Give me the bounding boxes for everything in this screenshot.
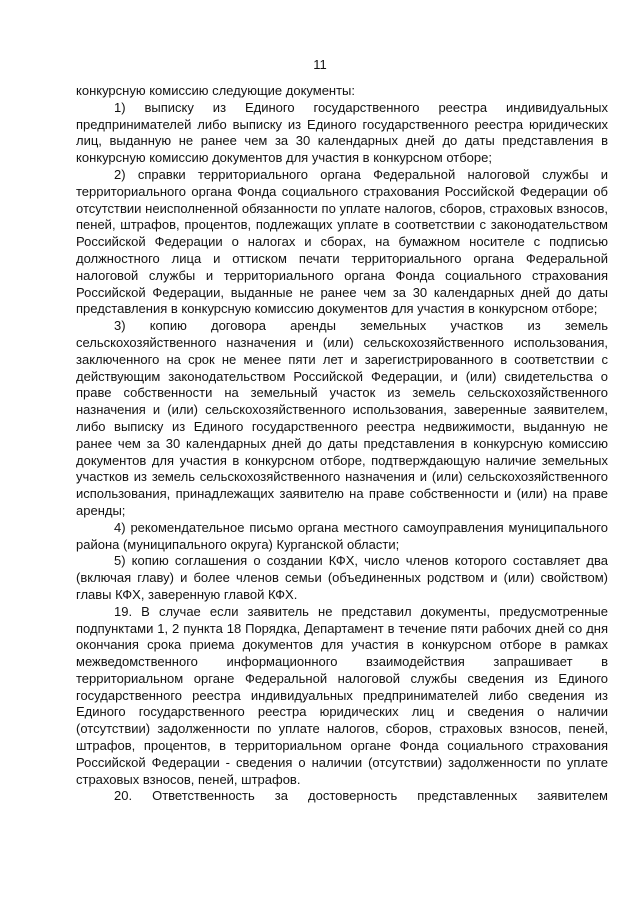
clause-19: 19. В случае если заявитель не представил документы, предусмотренные подпунктами 1, 2 пункта 18 Порядка, Департамент в течение пяти рабочих дней со дня окончания срока приема документов для участия в конкурсном отборе в рамках межведомственного информационного взаимодействия запрашивает в территориальном органе Федеральной налоговой службы сведения из Единого государственного реестра индивидуальных предпринимателей либо сведения из Единого государственного реестра юридических лиц и сведения о наличии (отсутствии) задолженности по уплате налогов, сборов, страховых взносов, пеней, штрафов, процентов, в территориальном органе Фонда социального страхования Российской Федерации - сведения о наличии (отсутствии) задолженности по уплате страховых взносов, пеней, штрафов. [76,603,608,787]
list-item-3: 3) копию договора аренды земельных участков из земель сельскохозяйственного назначения и (или) сельскохозяйственного использования, заключенного на срок не менее пяти лет и зарегистрированного в соответствии с действующим законодательством Российской Федерации, и (или) свидетельства о праве собственности на земельный участок из земель сельскохозяйственного назначения и (или) сельскохозяйственного использования, заверенные заявителем, либо выписку из Единого государственного реестра недвижимости, выданную не ранее чем за 30 календарных дней до даты представления в конкурсную комиссию документов для участия в конкурсном отборе, подтверждающую наличие земельных участков из земель сельскохозяйственного назначения и (или) сельскохозяйственного использования, принадлежащих заявителю на праве собственности и (или) на праве аренды; [76,318,608,518]
list-item-5: 5) копию соглашения о создании КФХ, число членов которого составляет два (включая главу) и более членов семьи (объединенных родством и (или) свойством) главы КФХ, заверенную главой КФХ. [76,553,608,602]
page-number: 11 [313,57,327,72]
paragraph-continuation: конкурсную комиссию следующие документы: [76,83,356,98]
list-item-1: 1) выписку из Единого государственного реестра индивидуальных предпринимателей либо выписку из Единого государственного реестра юридических лиц, выданную не ранее чем за 30 календарных дней до даты представления в конкурсную комиссию документов для участия в конкурсном отборе; [76,99,608,166]
clause-20: 20. Ответственность за достоверность представленных заявителем [114,788,608,804]
list-item-2: 2) справки территориального органа Федеральной налоговой службы и территориального органа Фонда социального страхования Российской Федерации об отсутствии неисполненной обязанности по уплате налогов, сборов, страховых взносов, пеней, штрафов, процентов, подлежащих уплате в соответствии с законодательством Российской Федерации о налогах и сборах, на бумажном носителе с подписью должностного лица и оттиском печати территориального органа Федеральной налоговой службы и территориального органа Фонда социального страхования Российской Федерации, выданные не ранее чем за 30 календарных дней до даты представления в конкурсную комиссию документов для участия в конкурсном отборе; [76,166,608,317]
document-body [76,83,608,805]
list-item-4: 4) рекомендательное письмо органа местного самоуправления муниципального района (муниципального округа) Курганской области; [76,519,608,552]
